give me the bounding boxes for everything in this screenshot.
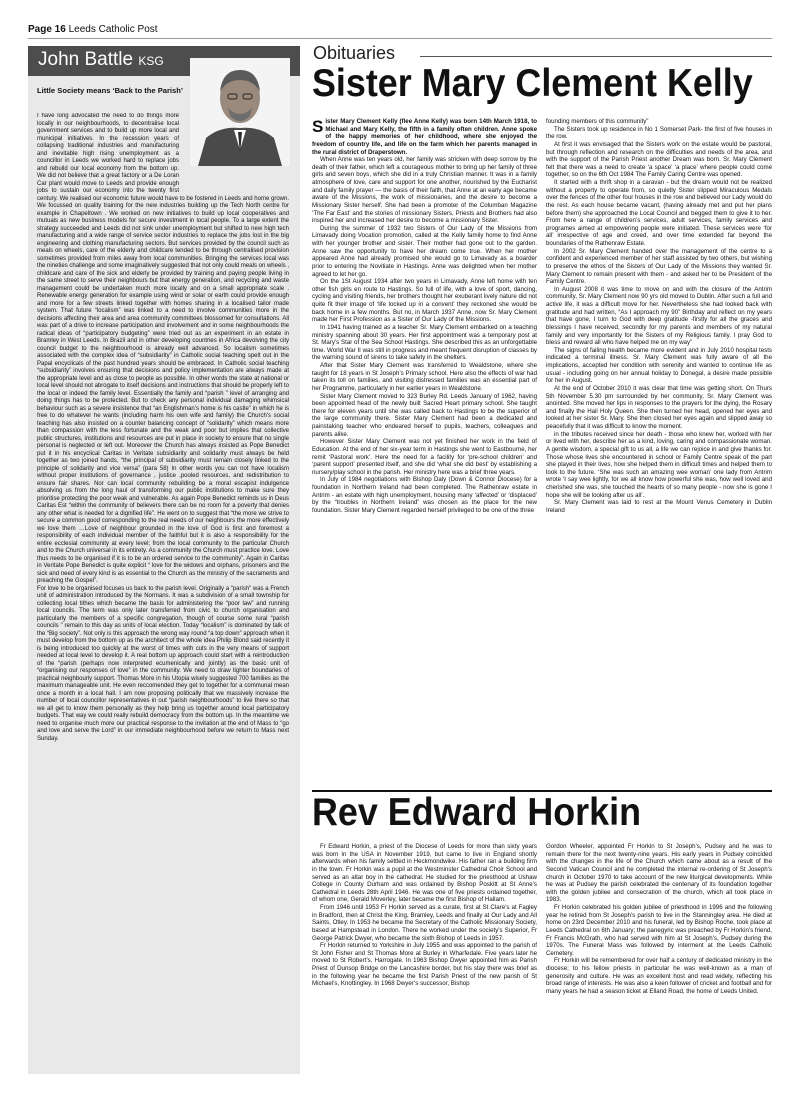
kelly-paragraph: However Sister Mary Clement was not yet finished her work in the field of Education. At the end of her six-year term in Hastings she went to Eastbourne, her remit ‘Pastoral work’. Here the need for a facility for ‘pre-school children’ and ‘parent support’ presented itself, and she did ‘what she did best’ by establishing a nursery/play school in the parish. Her ministry here was a brief three years.: [312, 438, 537, 476]
column-paragraph: I have long advocated the need to do things more locally in our neighbourhoods, to decentralise local government services and to build up more local and municipal initiatives. In the recession years of collapsing traditional industries and manufacturing and inevitable high rising unemployment as a councillor in Leeds we worked hard to replace jobs and rebuild our local economy from the bottom up. We did not believe that a great factory or a De Loran Car plant would move to Leeds and provide enough jobs to sustain our economy into the twenty first century. We realised our economic future would have to be fostered in Leeds and home grown. We focussed on quality training for the new industries building up the Tech North centre for example in Chapeltown . We worked on new initiatives to build up local cooperatives and mutuals as new business models for secure investment in local people. To a large extent the strategy succeeded and Leeds did not sink under unemployment but shifted to new high tech manufacturing and a wide range of service sector industries to replace the jobs lost in the big engineering and clothing manufacturing sectors. But services provided by the council such as meals on wheels, care of the elderly and childcare tended to be through centralised provision sometimes provided from miles away from local communities. Bringing the services local was the nineties challenge and some imaginatively suggested that not only could meals on wheels , childcare and care of the sick and elderly be provided by training and paying people living in the same street to serve their neighbours but that energy generation, and recycling and waste management could be undertaken much more locally and on a small appropriate scale . Renewable energy generation for example using wind or solar or earth could provide enough and more for a few streets linked together with homes sharing in a localised tailor made system. That future “localism” was linked to a need to involve communities more in the decisions affecting their area and area community committees blossomed for consultations. All was part of a drive to increase participation and involvement and in some neighbourhoods the radical ideas of “participatory budgeting” were tried out as an experiment in an estate in Bramley in West Leeds. In Brazil and in other developing countries in Africa devolving the city council budget to the neighbourhood is already well advanced. So localism sometimes associated with the complex idea of “subsidiarity” in Catholic social teaching spelt out in the Papal encyclicals of the past hundred years should be embraced. In Catholic social teaching “subsidiarity” involves ensuring that decisions and policy implementation are always made at the appropriate level and as close to people as possible. In other words the state at national or local level should not abrogate to itself decisions and instructions that should be properly left to the local or indeed the family level. Essentially the family and “parish ” level of arranging and doing things has to be protected. But to check any personal individual damaging whimsical behaviour such as a severe insistence that “an Englishman’s home is his castle” in which he is free to do whatever he wants (including harm his own wife and family) the Church’s social teaching has also insisted on a counter balancing concept of “solidarity” which means more than compassion with the less fortunate and the weak and poor but implies that collective public structures, institutions and resources are put in place in society to ensure that no single personal is neglected or left out. Moreover the Church has always insisted as Pope Benedict put it in his encyclical Caritas in Veritate subsidiarity and solidarity must always be held together as two joined hands, “the principal of subsidiarity must remain closely linked to the principle of solidarity and vice versa” (para 58) In other words you can not have localism without proper institutions of governance , justice ,pooled resources, and redistribution to ensure fair shares. Nor can local community rebuilding be a moral escapist indulgence absolving us from the long haul of transforming our public institutions to make sure they prioritise protecting the poor weak and vulnerable. As again Pope Benedict reminds us in Deus Caritas Est “within the community of believers there can be no room for a poverty that denies any other what is needed for a dignified life”. He went on to suggest that “the more we strive to secure a common good corresponding to the real needs of our neighbours the more effectively we love them …Love of neighbour grounded in the love of God is first and foremost a responsibility of each individual member of the faithful but it is also a responsibility for the entire ecclesial community at every level; from the local community to the particular Church and to the Church universal in its entirety. As a community the Church must practice love. Love thus needs to be organised if it is to be an ordered service to the community”. Again in Caritas in Veritate Pope Benedict is quite explicit “ love for the widows and orphans, prisoners and the sick and need of every kind is as essential to the Church as the ministry of the sacraments and preaching the Gospel”.: [37, 113, 289, 584]
column-headline: Little Society means ‘Back to the Parish’: [37, 86, 184, 95]
kelly-paragraph: At first it was envisaged that the Sisters work on the estate would be pastoral, but through reflection and research on the difficulties and needs of the area, and with the support of the Parish Priest another Dream was born. Sr. Mary Clement felt that there was a need to create ‘a space’ ‘a place’ where people could come together, so on the 6th Oct 1984 The Family Caring Centre was opened.: [546, 140, 772, 179]
drop-cap: S: [312, 118, 324, 136]
kelly-paragraph: After that Sister Mary Clement was transferred to Wealdstone, where she taught for 18 years in St Joseph’s Primary school. Here also the effects of war had taken its toll on families, and visiting distressed families was an essential part of her Programme, particularly in her earlier years in Wealdstone.: [312, 362, 537, 392]
kelly-paragraph: in the tributes received since her death - those who knew her, worked with her or lived with her, describe her as a kind, loving, caring and compassionate woman. A gentle wisdom, a special gift to us all, a life we can rejoice in and give thanks for. Those whose lives she encountered in school or Family Centre speak of the part she played in their lives, how she helped them in difficult times and helped them to look to the future. ‘She was such an amazing wee woman’ one lady from Antrim wrote ‘I say wee lightly, for we all know how powerful she was, how well loved and cherished she was, she touched the hearts of so many people - now she is gone I hope she will be looking after us all’.: [546, 430, 772, 499]
kelly-paragraph: At the end of October 2010 it was clear that time was getting short. On Thurs 5th November 5.30 pm surrounded by her community, Sr. Mary Clement was anointed. She moved her lips in responses to the prayers for the dying, the Rosary and finally the Hail Holy Queen. She then turned her head, opened her eyes and looked at her sister Sr. Mary. She then closed her eyes again and slipped away so peacefully that it was difficult to know the moment.: [546, 384, 772, 430]
kelly-paragraph: It started with a thrift shop in a caravan - but the dream would not be realized without a property to operate from, so quietly Sister slipped Miraculous Medals over the fences of the other four houses in the row and believed our Lady would do the rest. As each house became vacant, (having already met and put her plans before them) she approached the Local Council and begged them to give it to her. From here a range of children’s services, adult services, family services and programes aimed at empowering people were initiated. These services were ‘for all’ irrespective of age and creed, and over time extended far beyond the boundaries of the Rathenraw Estate.: [546, 179, 772, 247]
kelly-paragraph: In July of 1984 negotiations with Bishop Daly (Down & Connor Diocese) for a foundation in Northern Ireland had been completed. The Rathenraw estate in Antrim - an estate with high unemployment, housing many ‘affected’ or ‘displaced’ by the “troubles in Northern Ireland” was chosen as the place for the new foundation. Sister Mary Clement regarded herself privileged to be one of the three: [312, 476, 537, 514]
kelly-paragraph: When Anne was ten years old, her family was stricken with deep sorrow by the death of their father, which left a courageous mother to bring up her family of three girls and seven boys, which she did in a truly Christian manner. It was in a family atmosphere of love, care and support for one another, nourished by the Eucharist and daily family prayer — the basis of their faith, that Anne at an early age became aware of the Missions, the work of missionaries, and the desire to become a Missionary Sister herself. She had been a promoter of the Columban Magazine ‘The Far East’ and the stories of missionary Sisters, Priests and Brothers had also inspired her and increased her desire to become a missionary Sister.: [312, 156, 537, 225]
column-paragraph: For love to be organised focuses us back to the parish level. Originally a “parish” was a French unit of administration introduced by the Normans. It was a subdivision of a small township for collecting local tithes which became the basis for administering the “poor law” and running local councils. The term was only later transferred from civic to church organisation and particularly the members of a specific congregation, though of course some rural “parish councils ” remain to this day as units of local election. Today “localism” is dominated by talk of the “Big society”. Not only is this approach the wrong way round “a top down” approach when it must develop from the bottom up as the architect of the whole idea Philip Blond said recently it is being introduced too quickly at the worst of times with cuts in the very means of support needed at local level to develop it. A real bottom up approach could start with a reintroduction of the “parish (perhaps now interpreted ecumenically and jointly) as the basic unit of “organising our responses of love” in the community. We need to draw tighter boundaries of practical neighbourly support. Thomas More in his Utopia wisely suggested 700 families as the maximum manageable unit. He even reccomended they get to together for a communal mean once a month in a local hall. I am now proposing politically that we massively increase the number of local councillor representatives in out “parish neighbourhoods” to live there so that we all get to know them personally as they help bring us together around local participatory budgets. That way we could really rebuild democracy from the bottom up. In the meantime we need to organise much more our practical response to the invitation at the end of Mass to “go and love and serve the Lord” in our immediate neighbourhood before we return to Mass next Sunday.: [37, 585, 289, 742]
section-rule: [420, 56, 772, 57]
kelly-paragraph: During the summer of 1932 two Sisters of Our Lady of the Missions from Limavady doing Vocation promotion, called at the Kelly family home to find Anne with her younger brother and sister. Their mother had gone out to the garden. Anne saw the opportunity to have her dream come true. When her mother appeared Anne had already promised she would go to Limavady as a boarder prior to entering the Novitiate in Hastings. Anne was delighted when her mother agreed to let her go.: [312, 224, 537, 278]
horkin-column-2: [546, 843, 772, 1078]
horkin-paragraph: Fr Horkin returned to Yorkshire in July 1955 and was appointed to the parish of St John Fisher and St Thomas More at Burley in Wharfedale. Five years later he moved to St Robert’s, Harrogate. In 1963 Bishop Dwyer appointed him as Parish Priest of Dunsop Bridge on the Lancashire border, but his stay there was brief as in the following year he became the first Parish Priest of the new parish of St Michael’s, Knottingley. In 1968 Dwyer’s successor, Bishop: [312, 942, 537, 988]
publication-name: Leeds Catholic Post: [68, 24, 158, 35]
author-honour: KSG: [138, 54, 164, 68]
kelly-paragraph: The Sisters took up residence in No 1 Somerset Park- the first of five houses in the row.: [546, 125, 772, 141]
kelly-paragraph: In August 2008 it was time to move on and with the closure of the Antrim community, Sr. Mary Clement now 90 yrs old moved to Dublin. After such a full and active life, it was a difficult move for her. Nevertheless she had looked back with gratitude and had written, “As I approach my 90” Birthday and reflect on my years that have gone, I turn to God with deep gratitude -firstly for all the graces and blessings I have received, secondly for my parents and members of my natural family and very importantly for the Sisters of my Religious family. I pray God to bless and reward all who have helped me on my way”: [546, 285, 772, 347]
horkin-paragraph: Fr Horkin will be remembered for over half a century of dedicated ministry in the diocese; to his fellow priests in particular he was well-known as a man of generosity and culture. He was an excellent host and read widely, reflecting his broad range of interests. He was also a keen follower of cricket and football and for many years he had a season ticket at Elland Road, the home of Leeds United.: [546, 957, 772, 995]
obituary-headline-horkin: Rev Edward Horkin: [312, 791, 641, 834]
kelly-paragraph: In 1941 having trained as a teacher Sr. Mary Clement embarked on a teaching ministry spanning about 30 years. Her first appointment was a temporary post at St. Mary’s Star of the Sea School Hastings. She described this as an unforgettable time. World War II was still in progress and meant frequent disruption of classes by the warning sound of sirens to take safety in the shelters.: [312, 323, 537, 362]
kelly-lead-paragraph: Sister Mary Clement Kelly (flee Anne Kelly) was born 14th March 1918, to Michael and Mary Kelly, the fifth in a family often children. Anne spoke of the happy memories of her childhood, where she enjoyed the freedom of country life, and life on the farm which her parents managed in the rural district of Draperstown.: [312, 118, 537, 156]
kelly-paragraph: Sister Mary Clement moved to 323 Burley Rd. Leeds January of 1962, having been appointed head of the newly built Sacred Heart primary school. She taught there for eleven years until she was called back to Hastings to be the superior of the large community there. Sister Mary Clement had been a dedicated and painstaking teacher who endeared herself to pupils, teachers, colleagues and parents alike.: [312, 392, 537, 438]
kelly-column-1: [312, 118, 537, 786]
kelly-paragraph: In 2002 Sr. Mary Clement handed over the management of the centre to a confident and experienced member of her staff assisted by two others, but wishing to preserve the ethos of the Sisters of Our Lady of the Missions they wanted Sr. Mary Clement to remain present with them - and asked her to be President of the Family Centre.: [546, 247, 772, 286]
horkin-paragraph: Fr Edward Horkin, a priest of the Diocese of Leeds for more than sixty years was born in the USA in November 1919, but came to live in England shortly afterwards when his family settled in Heckmondwike. His father ran a building firm in the town. Fr Horkin was a pupil at the Westminster Cathedral Choir School and served as an altar boy in the cathedral. He studied for the priesthood at Ushaw College in County Durham and was ordained by Bishop Poskitt at St Anne’s Cathedral in Leeds 28th April 1946. He was one of five priests ordained together, of whom one, Gerald Moverley, later became the first Bishop of Hallam.: [312, 843, 537, 904]
section-title: Obituaries: [313, 43, 396, 63]
kelly-paragraph: founding members of this community”: [546, 118, 649, 125]
page-number: Page 16: [28, 24, 66, 35]
header-rule: [28, 38, 772, 39]
horkin-column-1: [312, 843, 537, 1078]
page-header: [28, 24, 158, 35]
kelly-paragraph: Sr. Mary Clement was laid to rest at the Mount Venus Cemetery in Dublin Ireland: [546, 499, 772, 514]
horkin-paragraph: Fr Horkin celebrated his golden jubilee of priesthood in 1996 and the following year he retired from St Joseph’s parish to live in the Stanningley area. He died at home on 23rd December 2010 and his funeral, led by Bishop Roche, took place at Leeds Cathedral on 6th January; the panegyric was preached by Fr Horkin’s friend, Fr Francis McGrath, who had served with him at St Joseph’s, Pudsey during the 1970s. The Funeral Mass was followed by interment at the Leeds Catholic Cemetery.: [546, 904, 772, 957]
horkin-paragraph: Gordon Wheeler, appointed Fr Horkin to St Joseph’s, Pudsey and he was to remain there for the next twenty-nine years. His early years in Pudsey coincided with the changes in the life of the Church which came about as a result of the Second Vatican Council and he completed the internal re-ordering of St Joseph’s church in October 1970 to take account of the new liturgical developments. While he was at Pudsey the parish celebrated the centenary of its foundation together with the golden jubilee and consecration of the church, which all took place in 1983.: [546, 843, 772, 904]
column-body: [37, 113, 289, 1073]
column-author: John Battle KSG: [38, 49, 164, 70]
kelly-paragraph: The signs of failing health became more evident and in July 2010 hospital tests indicated a terminal illness. Sr. Mary Clement was fully aware of all the implications, accepted her condition with serenity and wanted to continue life as usual - including going on her annual holiday to Donegal, a desire made possible for her in August.: [546, 346, 772, 385]
kelly-column-2: [546, 118, 772, 786]
horkin-paragraph: From 1946 until 1953 Fr Horkin served as a curate, first at St Clare’s at Fagley in Bradford, then at Christ the King, Bramley, Leeds and finally at Our Lady and All Saints, Otley. In 1953 he became the Secretary of the Catholic Missionary Society, based at Hampstead in London. There he worked under the society’s Superior, Fr George Patrick Dwyer, who became the sixth Bishop of Leeds in 1957.: [312, 904, 537, 942]
kelly-paragraph: On the 1St August 1934 after two years in Limavady, Anne left home with ten other fish girls en route to Hastings. So full of life, with a love of sport, dancing, cycling and visiting friends, her brothers thought her exuberant lively nature did not quite fit their image of ‘life locked up in a convent’ they reckoned she would be back home in a few months. But no, in March 1937 Anne, now Sr. Mary Clement made her First Profession as a Sister of Our Lady of the Missions.: [312, 278, 537, 324]
obituary-headline-kelly: Sister Mary Clement Kelly: [312, 62, 753, 105]
